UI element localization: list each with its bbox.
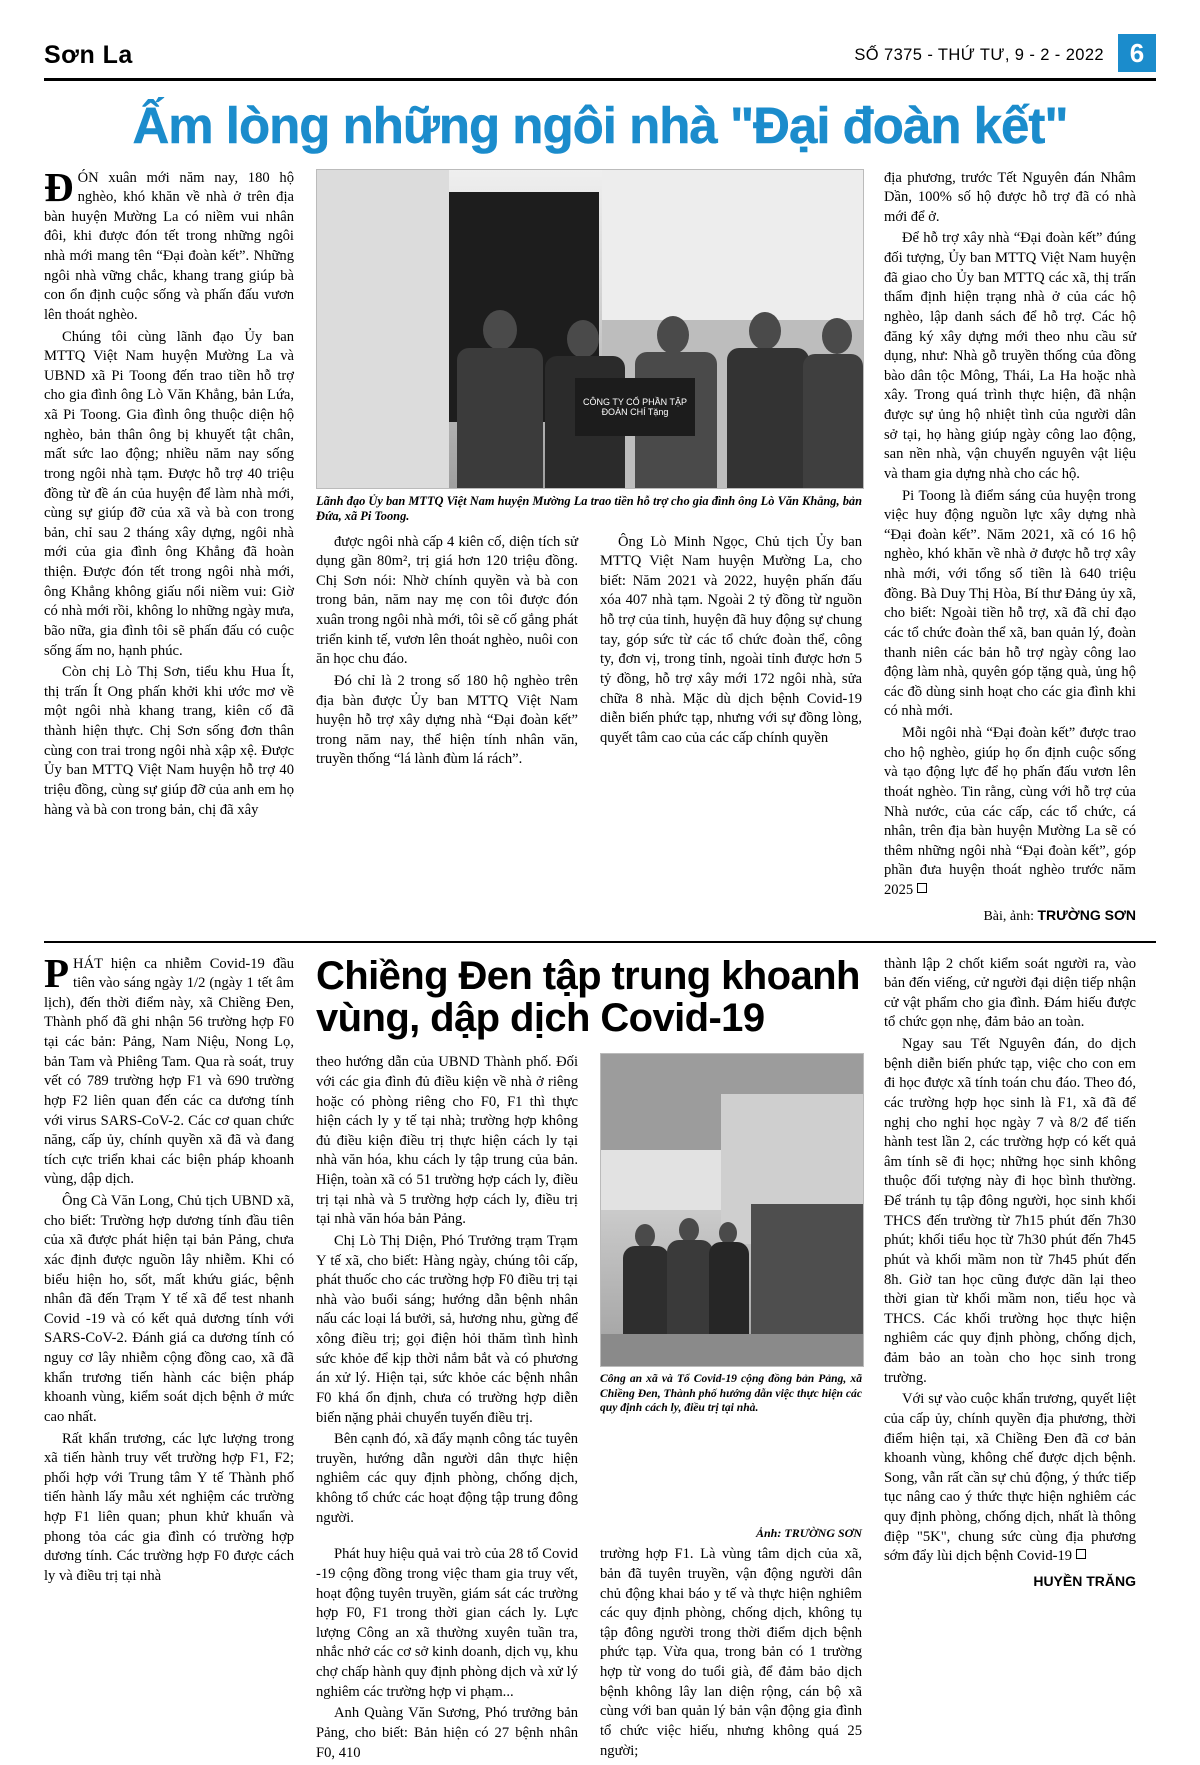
paragraph: Rất khẩn trương, các lực lượng trong xã tiến hành truy vết trường hợp F1, F2; phối hợp với Trung tâm Y tế Thành phố tiến hành lấy mẫu xét nghiệm các trường hợp F1 liên quan; phun khử khuẩn và phong tỏa các gia đình có trường hợp dương tính. Các trường hợp F0 được cách ly và điều trị tại nhà — [44, 1430, 294, 1587]
article2-column-2a — [316, 1053, 578, 1530]
caption-text: Công an xã và Tổ Covid-19 cộng đồng bản Pảng, xã Chiềng Đen, Thành phố hướng dẫn việc thực hiện các quy định cách ly, điều trị tại nhà. — [600, 1372, 862, 1414]
paragraph: Ngay sau Tết Nguyên đán, do dịch bệnh diễn biến phức tạp, việc cho con em đi học được xã tính toán chu đáo. Theo đó, các trường hợp học sinh là F1, xã đã để nghị cho nghỉ học ngày 7 và 8/2 để tiến hành test lần 2, các trường hợp có kết quả âm tính sẽ đi học; những học sinh không thuộc đối tượng này đi học bình thường. Để tránh tụ tập đông người, học sinh khối THCS đến trường từ 7h15 phút đến 7h30 phút; khối tiểu học từ 7h30 phút đến 7h45 phút và khối mầm non từ 7h45 phút đến 8h. Giờ tan học cũng được dãn lại theo thời gian từ khối mầm non, tiểu học và THCS. Các khối trường học thực hiện nghiêm các quy định phòng, chống dịch, đảm bảo an toàn cho học sinh trong trường. — [884, 1035, 1136, 1388]
paragraph — [884, 1390, 1136, 1567]
byline-prefix: Bài, ảnh: — [983, 909, 1037, 924]
paragraph: được ngôi nhà cấp 4 kiên cố, diện tích sử dụng gần 80m², trị giá hơn 120 triệu đồng. Chị Sơn nói: Nhờ chính quyền và bà con trong bản, năm nay mẹ con tôi được đón xuân trong ngôi nhà mới, tôi sẽ cố gắng phát triển kinh tế, vươn lên thoát nghèo, nuôi con ăn học chu đáo. — [316, 533, 578, 670]
article2-photo — [600, 1053, 864, 1367]
paragraph: trường hợp F1. Là vùng tâm dịch của xã, bản đã tuyên truyền, vận động người dân chủ động khai báo y tế và thực hiện nghiêm các quy định phòng, chống dịch, không tụ tập đông người trong thời điểm dịch bệnh phức tạp. Vừa qua, trong bản có 1 trường hợp từ vong do tuổi già, để đảm bảo dịch bệnh không lây lan diện rộng, cán bộ xã cùng với ban quản lý bản vận động gia đình tổ chức việc hiếu, nhưng không quá 25 người; — [600, 1545, 862, 1761]
article1 — [44, 169, 1156, 927]
page-number-badge: 6 — [1118, 34, 1156, 72]
paragraph: PHÁT hiện ca nhiễm Covid-19 đầu tiên vào sáng ngày 1/2 (ngày 1 tết âm lịch), đến thời điểm này, xã Chiềng Đen, Thành phố đã ghi nhận 56 trường hợp F0 tại các bản: Pảng, Nam Niệu, Nong Lọ, bản Tam và Phiêng Tam. Qua rà soát, truy vết có 789 trường hợp F1 và 690 trường hợp F2 liên quan đến các ca dương tính với virus SARS-CoV-2. Các cơ quan chức năng, cấp ủy, chính quyền xã đã và đang tích cực triển khai các biện pháp khoanh vùng, dập dịch. — [44, 955, 294, 1191]
photo-credit-prefix: Ảnh: — [756, 1526, 784, 1540]
paragraph: Chúng tôi cùng lãnh đạo Ủy ban MTTQ Việt Nam huyện Mường La và UBND xã Pi Toong đến trao tiền hỗ trợ cho gia đình ông Lò Văn Khẳng, bản Lứa, xã Pi Toong. Gia đình ông thuộc diện hộ nghèo, bản thân ông bị khuyết tật chân, mất sức lao động; nhiều năm nay sống trong ngôi nhà tạm. Được hỗ trợ 40 triệu đồng từ đề án của huyện để làm nhà mới, cùng sự giúp đỡ của xã và bà con trong bản, chỉ sau 2 tháng xây dựng, ngôi nhà mới của gia đình ông Khẳng đã hoàn thiện. Được đón tết trong ngôi nhà mới, ông Khẳng không giấu nổi niềm vui: Giờ có nhà mới rồi, không lo những ngày mưa, bão nữa, gia đình tôi sẽ phấn đấu có cuộc sống ấm no, hạnh phúc. — [44, 328, 294, 662]
paragraph: theo hướng dẫn của UBND Thành phố. Đối với các gia đình đủ điều kiện về nhà ở riêng hoặc có phòng riêng cho F0, F1 thì thực hiện cách ly y tế tại nhà; trường hợp không đủ điều kiện điều trị thực hiện cách ly tại nhà văn hóa, khu cách ly tập trung của bản. Hiện, toàn xã có 51 trường hợp cách ly, điều trị tại nhà và 5 trường hợp cách ly, điều trị tại nhà văn hóa bản Pảng. — [316, 1053, 578, 1230]
article2 — [44, 955, 1156, 1765]
article2-column-2c — [600, 1545, 862, 1765]
article1-column-1 — [44, 169, 294, 927]
masthead — [44, 38, 1156, 81]
article1-subcolumns — [316, 533, 862, 773]
paragraph: Đó chỉ là 2 trong số 180 hộ nghèo trên địa bàn được Ủy ban MTTQ Việt Nam huyện hỗ trợ xây dựng nhà “Đại đoàn kết” trong năm nay, thể hiện tính nhân văn, truyền thống “lá lành đùm lá rách”. — [316, 672, 578, 770]
section-divider — [44, 941, 1156, 943]
issue-line: SỐ 7375 - THỨ TƯ, 9 - 2 - 2022 — [854, 46, 1104, 65]
masthead-right — [854, 38, 1156, 72]
paragraph: Ông Lò Minh Ngọc, Chủ tịch Ủy ban MTTQ Việt Nam huyện Mường La, cho biết: Năm 2021 và 2022, huyện phấn đấu xóa 407 nhà tạm. Ngoài 2 tỷ đồng từ nguồn hỗ trợ của tỉnh, huyện đã huy động sự chung tay, góp sức từ các tổ chức đoàn thể, công ty, đơn vị, trong tỉnh, ngoài tỉnh được hơn 5 tỷ đồng, hỗ trợ xây mới 172 ngôi nhà, sửa chữa 8 nhà. Mặc dù dịch bệnh Covid-19 diễn biến phức tạp, nhưng với sự đồng lòng, quyết tâm cao của các cấp chính quyền — [600, 533, 862, 749]
paragraph: Chị Lò Thị Diện, Phó Trưởng trạm Trạm Y tế xã, cho biết: Hàng ngày, chúng tôi cấp, phát thuốc cho các trường hợp F0 điều trị tại nhà vào buổi sáng; hướng dẫn bệnh nhân nấu các loại lá bưởi, sả, hương nhu, gừng để xông điều trị; gọi điện hỏi thăm tình hình sức khỏe để kịp thời nắm bắt và có phương án xử lý. Hiện tại, sức khỏe các bệnh nhân F0 khá ổn định, chưa có trường hợp diễn biến nặng phải chuyển tuyến điều trị. — [316, 1232, 578, 1428]
photo-donation-box: CÔNG TY CỔ PHẦN TẬP ĐOÀN CHÍ Tặng — [575, 378, 695, 436]
article2-photo-caption — [600, 1372, 862, 1415]
photo-credit-name: TRƯỜNG SƠN — [784, 1526, 862, 1540]
paragraph: Ông Cà Văn Long, Chủ tịch UBND xã, cho biết: Trường hợp dương tính đầu tiên của xã được phát hiện tại bản Pảng, chưa xác định được nguồn lây nhiễm. Khi có biểu hiện ho, sốt, mất khứu giác, bệnh nhân đã đến Trạm Y tế xã để test nhanh Covid -19 và có kết quả dương tính với SARS-CoV-2. Đánh giá ca dương tính có nguy cơ lây nhiễm cộng đồng cao, xã đã khẩn trương tiến hành các biện pháp khoanh vùng, kiểm soát dịch bệnh ở mức cao nhất. — [44, 1192, 294, 1428]
paragraph: Phát huy hiệu quả vai trò của 28 tổ Covid -19 cộng đồng trong việc tham gia truy vết, hoạt động tuyên truyền, giám sát các trường hợp F0, F1 trong thời gian cách ly. Lực lượng Công an xã thường xuyên tuần tra, nhắc nhở các cơ sở kinh doanh, dịch vụ, khu chợ chấp hành quy định phòng dịch và xử lý nghiêm các trường hợp vi phạm... — [316, 1545, 578, 1702]
paragraph: Anh Quàng Văn Sương, Phó trưởng bản Pảng, cho biết: Bản hiện có 27 bệnh nhân F0, 410 — [316, 1704, 578, 1763]
paragraph: Pi Toong là điểm sáng của huyện trong việc huy động nguồn lực xây dựng nhà “Đại đoàn kết”. Năm 2021, xã có 16 hộ nghèo, khó khăn về nhà ở được hỗ trợ xây nhà mới, với tổng số tiền là 640 triệu đồng. Bà Duy Thị Hòa, Bí thư Đảng ủy xã, cho biết: Ngoài tiền hỗ trợ, xã đã chỉ đạo các tổ chức đoàn thể xã, ban quản lý, đoàn thanh niên các bản hỗ trợ ngày công lao động làm nhà, quyên góp tặng quà, ủng hộ các đồ dùng sinh hoạt cho các gia đình khi có nhà mới. — [884, 487, 1136, 723]
paragraph-text: Với sự vào cuộc khẩn trương, quyết liệt của cấp ủy, chính quyền địa phương, thời điểm hiện tại, xã Chiềng Đen đã cơ bản khoanh vùng, không chế được dịch bệnh. Song, vẫn rất cần sự chủ động, ý thức tiếp tục nâng cao ý thức thực hiện nghiêm các quy định phòng, chống dịch, nhất là thông điệp "5K", chung sức cùng địa phương sớm đẩy lùi dịch bệnh Covid-19 — [884, 1391, 1136, 1564]
article2-column-2b — [316, 1545, 578, 1765]
article2-headline: Chiềng Đen tập trung khoanh vùng, dập dịch Covid-19 — [316, 955, 862, 1040]
article2-column-1 — [44, 955, 294, 1765]
paragraph: ĐÓN xuân mới năm nay, 180 hộ nghèo, khó khăn về nhà ở trên địa bàn huyện Mường La có niềm vui nhân đôi, khi được đón tết trong những ngôi nhà mới mang tên “Đại đoàn kết”. Những ngôi nhà vững chắc, khang trang giúp bà con ổn định cuộc sống và phấn đấu vươn lên thoát nghèo. — [44, 169, 294, 326]
end-mark-icon — [917, 883, 927, 893]
article2-byline — [884, 1572, 1136, 1593]
paragraph — [884, 724, 1136, 901]
article2-subcolumns — [316, 1545, 862, 1765]
paragraph: thành lập 2 chốt kiểm soát người ra, vào bản đến viếng, cử người đại diện tiếp nhận cử vật phẩm cho gia đình. Đám hiếu được tổ chức gọn nhẹ, đảm bảo an toàn. — [884, 955, 1136, 1034]
article2-photo-wrap — [600, 1053, 862, 1530]
paragraph: Bên cạnh đó, xã đẩy mạnh công tác tuyên truyền, hướng dẫn người dân thực hiện nghiêm các quy định phòng, chống dịch, không tổ chức các hoạt động tập trung đông người. — [316, 1430, 578, 1528]
byline-name: TRƯỜNG SƠN — [1038, 907, 1137, 923]
paragraph-text: Mỗi ngôi nhà “Đại đoàn kết” được trao cho hộ nghèo, giúp họ ổn định cuộc sống và tạo động lực để họ phấn đấu vươn lên thoát nghèo. Tin rằng, cùng với hỗ trợ của Nhà nước, của các cấp, các tổ chức, cá nhân, trên địa bàn huyện Mường La sẽ có thêm những ngôi nhà “Đại đoàn kết”, góp phần đưa huyện thoát nghèo trước năm 2025 — [884, 725, 1136, 898]
end-mark-icon — [1076, 1549, 1086, 1559]
article1-column-2b — [600, 533, 862, 773]
article1-column-3 — [884, 169, 1136, 927]
article1-column-2 — [316, 169, 862, 927]
province-name: Sơn La — [44, 41, 133, 70]
byline-name: HUYỀN TRĂNG — [1033, 1573, 1136, 1589]
article1-headline: Ấm lòng những ngôi nhà "Đại đoàn kết" — [44, 99, 1156, 153]
paragraph: Để hỗ trợ xây nhà “Đại đoàn kết” đúng đối tượng, Ủy ban MTTQ Việt Nam huyện đã giao cho Ủy ban MTTQ các xã, thị trấn thẩm định hiện trạng nhà ở của các hộ nghèo, lập danh sách để hỗ trợ. Các hộ đăng ký xây dựng mới theo nhu cầu sử dụng, như: Nhà gỗ truyền thống của đồng bào dân tộc Mông, Thái, La Ha hoặc nhà xây. Trong quá trình thực hiện, đã nhận được sự ủng hộ nhiệt tình của người dân sở tại, họ hàng giúp ngày công lao động, san nền nhà, vận chuyển nguyên vật liệu và tham gia dựng nhà cho các hộ. — [884, 229, 1136, 484]
article1-photo-caption: Lãnh đạo Ủy ban MTTQ Việt Nam huyện Mường La trao tiền hỗ trợ cho gia đình ông Lò Văn Khẳng, bản Đứa, xã Pi Toong. — [316, 494, 862, 525]
article1-column-2a — [316, 533, 578, 773]
paragraph: địa phương, trước Tết Nguyên đán Nhâm Dần, 100% số hộ được hỗ trợ đã có nhà mới để ở. — [884, 169, 1136, 228]
paragraph: Còn chị Lò Thị Sơn, tiểu khu Hua Ít, thị trấn Ít Ong phấn khởi khi ước mơ về một ngôi nhà khang trang, kiên cố đã thành hiện thực. Chị Sơn sống đơn thân cùng con trai trong ngôi nhà xập xệ. Được Ủy ban MTTQ Việt Nam huyện hỗ trợ 40 triệu đồng, cùng sự giúp đỡ của anh em họ hàng và bà con trong bản, chị đã xây — [44, 663, 294, 820]
article1-photo — [316, 169, 864, 489]
article2-column-2 — [316, 955, 862, 1765]
article1-byline — [884, 906, 1136, 927]
article2-column-3 — [884, 955, 1136, 1765]
